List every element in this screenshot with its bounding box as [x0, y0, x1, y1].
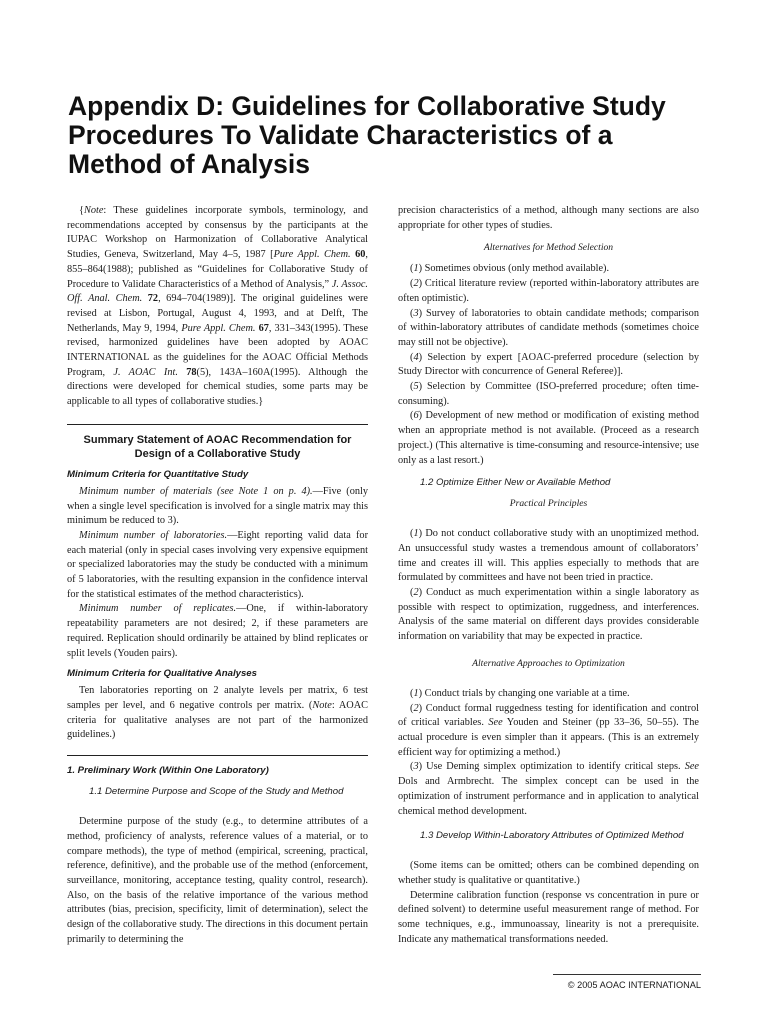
continued-paragraph: precision characteristics of a method, although many sections are also appropriate for other types of studies.	[398, 205, 699, 231]
right-column	[398, 204, 699, 947]
opt-item: (1) Conduct trials by changing one variable at a time.	[410, 687, 630, 699]
practical-principle-item: (2) Conduct as much experimentation within a single laboratory as possible with respect to optimization, ruggedness, and interferences. Analysis of the same material on different days provides considerable information on variability that may be expected in practice.	[398, 587, 699, 643]
alt-selection-heading: Alternatives for Method Selection	[483, 242, 614, 254]
summary-divider	[67, 424, 368, 425]
alt-optimization-heading: Alternative Approaches to Optimization	[472, 657, 625, 669]
section-1-1-paragraph: Determine purpose of the study (e.g., to determine attributes of a method, proficiency of analysts, reference values of a material, or to compare methods), the type of method (empirical, screening, practical, reference, definitive), and the probable use of the method (enforcement, surveillance, monitoring, acceptance testing, quality control, research). Also, on the basis of the relative importance of the various method attributes (bias, precision, specificity, limit of determination), select the design of the collaborative study. The directions in this document pertain primarily to determining the	[67, 816, 368, 945]
materials-paragraph: Minimum number of materials (see Note 1 on p. 4).—Five (only when a single level specification is involved for a single matrix may this minimum be reduced to 3).	[67, 485, 368, 527]
alt-selection-item: (6) Development of new method or modification of existing method when an appropriate method is not available. (Proceed as a research project.) (This alternative is time-consuming and resource-intensive; use only as a last resort.)	[398, 410, 699, 466]
section-1-3-heading: 1.3 Develop Within-Laboratory Attributes of Optimized Method	[420, 830, 684, 842]
labs-paragraph: Minimum number of laboratories.—Eight reporting valid data for each material (only in special cases involving very expensive equipment or specialized laboratories may the study be conducted with a minimum of 5 laboratories, with the resulting expansion in the confidence interval for the statistical estimates of the method characteristics).	[67, 529, 368, 600]
section-divider	[67, 755, 368, 756]
section-1-3-paragraph: Determine calibration function (response vs concentration in pure or defined solvent) to determine useful measurement range of method. For some techniques, e.g., immunoassay, linearity is not a prerequisite. Indicate any mathematical transformations needed.	[398, 889, 699, 945]
footer-copyright: © 2005 AOAC INTERNATIONAL	[567, 980, 701, 990]
practical-principle-item: (1) Do not conduct collaborative study with an unoptimized method. An unsuccessful study wastes a tremendous amount of collaborators’ time and creates ill will. This applies especially to methods that are formulated by committees and have not been tried in practice.	[398, 528, 699, 584]
summary-heading: Summary Statement of AOAC Recommendation for Design of a Collaborative Study	[83, 433, 352, 461]
min-qual-heading: Minimum Criteria for Qualitative Analyses	[67, 668, 257, 680]
alt-selection-list	[398, 262, 699, 468]
alt-selection-item: (5) Selection by Committee (ISO-preferred procedure; often time-consuming).	[398, 381, 699, 407]
page-title: Appendix D: Guidelines for Collaborative Study Procedures To Validate Characteristics of a Method of Analysis	[68, 91, 666, 179]
footer-rule	[553, 974, 701, 975]
editorial-note: {Note: These guidelines incorporate symbols, terminology, and recommendations accepted by consensus by the participants at the IUPAC Workshop on Harmonization of Collaborative Analytical Studies, Geneva, Switzerland, May 4–5, 1987 [Pure Appl. Chem. 60, 855–864(1988); published as “Guidelines for Collaborative Study of Procedure to Validate Characteristics of a Method of Analysis,” J. Assoc. Off. Anal. Chem. 72, 694–704(1989)]. The original guidelines were revised at Lisbon, Portugal, August 4, 1993, and at Delft, The Netherlands, May 9, 1994, Pure Appl. Chem. 67, 331–343(1995). These revised, harmonized guidelines have been adopted by AOAC INTERNATIONAL as the guidelines for the AOAC Official Methods Program, J. AOAC Int. 78(5), 143A–160A(1995). Although the directions were developed for chemical studies, some parts may be applicable to all types of collaborative studies.}	[67, 205, 369, 408]
alt-selection-item: (1) Sometimes obvious (only method available).	[410, 263, 610, 275]
practical-principles-heading: Practical Principles	[509, 498, 588, 510]
replicates-paragraph: Minimum number of replicates.—One, if within-laboratory repeatability parameters are not desired; 2, if these parameters are required. Replication should ordinarily be attained by blind replicates or split levels (Youden pairs).	[67, 603, 368, 659]
opt-item: (3) Use Deming simplex optimization to identify critical steps. See Dols and Armbrecht. The simplex concept can be used in the optimization of instrument performance and in application to analytical chemical method development.	[398, 761, 699, 817]
section-1-2-heading: 1.2 Optimize Either New or Available Method	[420, 477, 611, 489]
opt-item: (2) Conduct formal ruggedness testing for identification and control of critical variables. See Youden and Steiner (pp 33–36, 50–55). The actual procedure is even simpler than it appears. (This is an extremely efficient way for optimizing a method.)	[398, 702, 699, 758]
alt-selection-item: (4) Selection by expert [AOAC-preferred procedure (selection by Study Director with concurrence of General Referee)].	[398, 351, 699, 378]
section-1-1-heading: 1.1 Determine Purpose and Scope of the Study and Method	[89, 786, 344, 798]
left-column	[67, 204, 368, 947]
section-1-3-paragraph: (Some items can be omitted; others can be combined depending on whether study is qualitative or quantitative.)	[398, 860, 699, 886]
alt-selection-item: (2) Critical literature review (reported within-laboratory attributes are often optimistic).	[398, 278, 699, 304]
qualitative-paragraph: Ten laboratories reporting on 2 analyte levels per matrix, 6 test samples per level, and 6 negative controls per matrix. (Note: AOAC criteria for qualitative analyses are not part of the harmonized guidelines.)	[67, 685, 369, 741]
practical-principles-list	[398, 527, 699, 645]
section-1-heading: 1. Preliminary Work (Within One Laboratory)	[67, 765, 269, 777]
alt-selection-item: (3) Survey of laboratories to obtain candidate methods; comparison of within-laboratory attributes of candidate methods (sometimes choice may still not be objective).	[398, 307, 699, 348]
min-quant-heading: Minimum Criteria for Quantitative Study	[67, 468, 249, 480]
